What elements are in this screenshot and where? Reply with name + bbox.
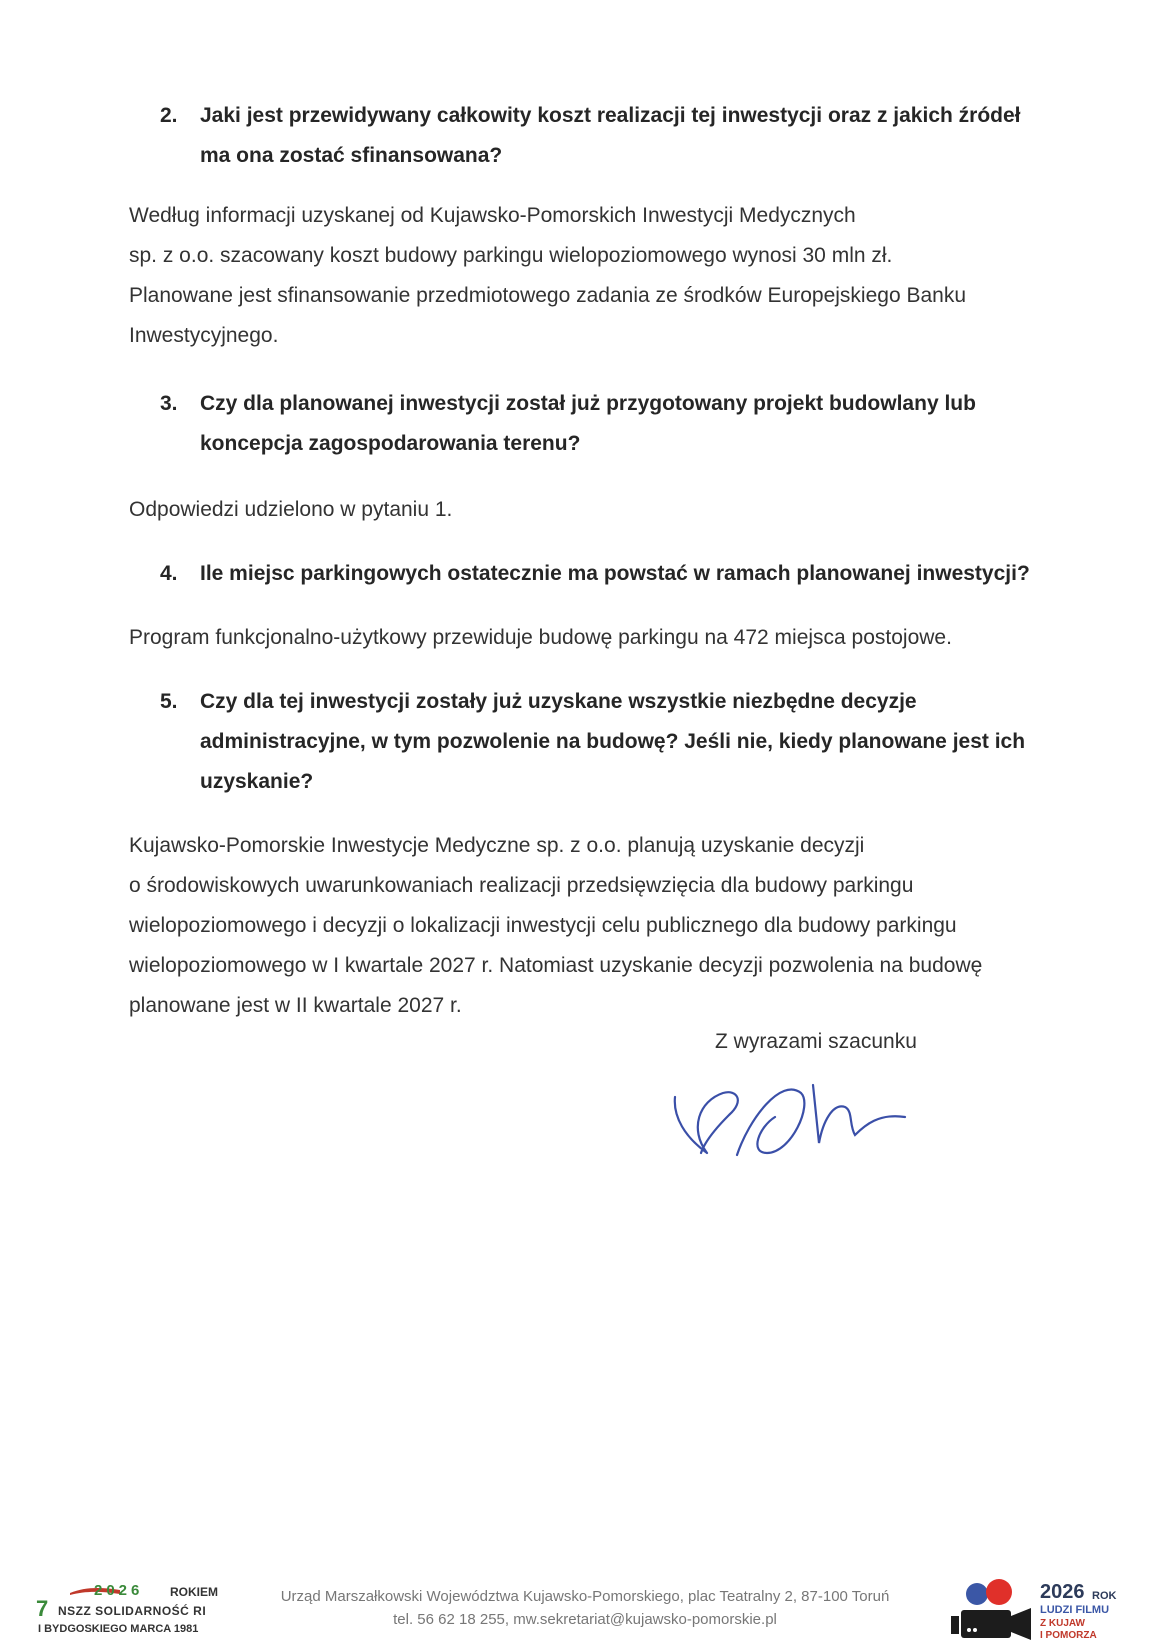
logo-rokiem: ROKIEM bbox=[170, 1585, 218, 1599]
question-line: ma ona zostać sfinansowana? bbox=[200, 144, 503, 167]
answer-line: wielopoziomowego w I kwartale 2027 r. Natomiast uzyskanie decyzji pozwolenia na budowę bbox=[129, 954, 983, 977]
question-4 bbox=[160, 554, 1040, 594]
question-line: Ile miejsc parkingowych ostatecznie ma powstać w ramach planowanej inwestycji? bbox=[200, 562, 1030, 585]
answer-5 bbox=[129, 826, 1049, 1026]
logo-nszz: NSZZ SOLIDARNOŚĆ RI bbox=[58, 1604, 207, 1618]
logo-year: 2026 bbox=[1040, 1581, 1085, 1603]
question-line: koncepcja zagospodarowania terenu? bbox=[200, 432, 581, 455]
logo-marca: I BYDGOSKIEGO MARCA 1981 bbox=[38, 1623, 199, 1635]
logo-year: 2026 bbox=[94, 1582, 144, 1599]
question-number: 4. bbox=[160, 562, 178, 585]
answer-4 bbox=[129, 618, 1049, 658]
answer-line: Planowane jest sfinansowanie przedmiotowego zadania ze środków Europejskiego Banku bbox=[129, 284, 967, 307]
question-line: Czy dla planowanej inwestycji został już przygotowany projekt budowlany lub bbox=[200, 392, 976, 415]
film-camera-icon bbox=[945, 1578, 1035, 1648]
question-line: Czy dla tej inwestycji zostały już uzyskane wszystkie niezbędne decyzje bbox=[200, 690, 917, 713]
answer-line: o środowiskowych uwarunkowaniach realizacji przedsięwzięcia dla budowy parkingu bbox=[129, 874, 914, 897]
question-line: Jaki jest przewidywany całkowity koszt realizacji tej inwestycji oraz z jakich źródeł bbox=[200, 104, 1021, 127]
closing-salutation: Z wyrazami szacunku bbox=[715, 1030, 917, 1053]
answer-line: Odpowiedzi udzielono w pytaniu 1. bbox=[129, 498, 453, 521]
answer-line: wielopoziomowego i decyzji o lokalizacji inwestycji celu publicznego dla budowy parkingu bbox=[129, 914, 957, 937]
film-year-logo bbox=[945, 1578, 1125, 1648]
question-3 bbox=[160, 384, 1040, 464]
answer-line: Program funkcjonalno-użytkowy przewiduje budowę parkingu na 472 miejsca postojowe. bbox=[129, 626, 952, 649]
logo-line: LUDZI FILMU bbox=[1040, 1604, 1110, 1616]
answer-3 bbox=[129, 490, 1049, 530]
logo-rok: ROK bbox=[1092, 1590, 1117, 1602]
answer-line: sp. z o.o. szacowany koszt budowy parkingu wielopoziomowego wynosi 30 mln zł. bbox=[129, 244, 893, 267]
answer-line: planowane jest w II kwartale 2027 r. bbox=[129, 994, 462, 1017]
question-number: 5. bbox=[160, 690, 178, 713]
answer-line: Według informacji uzyskanej od Kujawsko-Pomorskich Inwestycji Medycznych bbox=[129, 204, 856, 227]
answer-line: Kujawsko-Pomorskie Inwestycje Medyczne sp. z o.o. planują uzyskanie decyzji bbox=[129, 834, 865, 857]
answer-2 bbox=[129, 196, 1049, 356]
answer-line: Inwestycyjnego. bbox=[129, 324, 279, 347]
question-5 bbox=[160, 682, 1040, 802]
question-number: 3. bbox=[160, 392, 178, 415]
logo-line: Z KUJAW bbox=[1040, 1618, 1085, 1629]
solidarnosc-logo bbox=[36, 1582, 226, 1642]
footer-address: Urząd Marszałkowski Województwa Kujawsko-Pomorskiego, plac Teatralny 2, 87-100 Toruń bbox=[280, 1588, 890, 1605]
question-line: uzyskanie? bbox=[200, 770, 314, 793]
question-number: 2. bbox=[160, 104, 178, 127]
footer-contact: tel. 56 62 18 255, mw.sekretariat@kujawsko-pomorskie.pl bbox=[393, 1611, 777, 1628]
question-2 bbox=[160, 96, 1040, 176]
logo-seven: 7 bbox=[36, 1596, 49, 1621]
footer-address-block bbox=[240, 1585, 930, 1631]
signature bbox=[665, 1055, 915, 1165]
question-line: administracyjne, w tym pozwolenie na budowę? Jeśli nie, kiedy planowane jest ich bbox=[200, 730, 1026, 753]
logo-line: I POMORZA bbox=[1040, 1630, 1097, 1641]
